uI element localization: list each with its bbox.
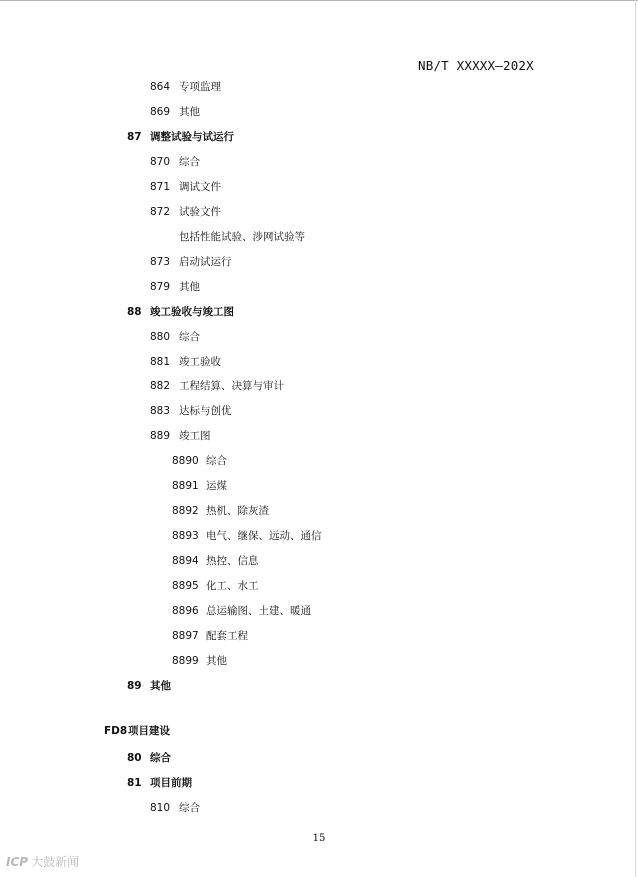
entry-label: 其他 — [179, 281, 200, 293]
catalog-entry — [150, 79, 221, 95]
entry-label: 达标与创优 — [179, 405, 232, 417]
catalog-entry — [150, 254, 232, 270]
catalog-entry — [150, 179, 221, 195]
catalog-subentry — [172, 628, 248, 644]
entry-label: 其他 — [179, 106, 200, 118]
catalog-entry — [150, 104, 200, 120]
entry-label: 热控、信息 — [206, 555, 259, 567]
catalog-entry — [150, 279, 200, 295]
catalog-subentry — [172, 578, 259, 594]
watermark-logo-icon: ICP — [6, 855, 29, 869]
entry-label: 启动试运行 — [179, 256, 232, 268]
entry-code: 87 — [127, 131, 142, 143]
entry-code: 88 — [127, 306, 142, 318]
entry-code: 8896 — [172, 605, 199, 617]
catalog-entry — [150, 329, 200, 345]
entry-label: 竣工验收 — [179, 356, 221, 368]
entry-code: 810 — [150, 802, 171, 814]
entry-label: 综合 — [179, 156, 200, 168]
entry-code: 881 — [150, 356, 171, 368]
catalog-section-heading — [127, 775, 192, 791]
entry-label: 综合 — [150, 752, 171, 764]
page-right-edge — [635, 0, 636, 877]
entry-label: 综合 — [179, 802, 200, 814]
catalog-category-heading — [104, 723, 170, 739]
catalog-subentry — [172, 528, 322, 544]
entry-label: 配套工程 — [206, 630, 248, 642]
entry-label: 试验文件 — [179, 206, 221, 218]
catalog-entry — [150, 428, 211, 444]
catalog-subentry — [172, 653, 227, 669]
entry-code: 882 — [150, 380, 171, 392]
entry-code: 81 — [127, 777, 142, 789]
catalog-entry — [150, 403, 232, 419]
entry-label: 化工、水工 — [206, 580, 259, 592]
entry-label: 调整试验与试运行 — [150, 131, 234, 143]
entry-code: 873 — [150, 256, 171, 268]
entry-code: 8894 — [172, 555, 199, 567]
entry-code: 872 — [150, 206, 171, 218]
catalog-entry — [150, 800, 200, 816]
entry-code: 8892 — [172, 505, 199, 517]
entry-code: 80 — [127, 752, 142, 764]
entry-code: 880 — [150, 331, 171, 343]
entry-label: 综合 — [179, 331, 200, 343]
entry-label: 其他 — [150, 680, 171, 692]
entry-label: 项目前期 — [150, 777, 192, 789]
page-top-edge — [0, 0, 638, 1]
entry-code: 879 — [150, 281, 171, 293]
entry-code: 89 — [127, 680, 142, 692]
catalog-section-heading — [127, 304, 234, 320]
catalog-subentry — [172, 478, 227, 494]
catalog-entry — [150, 354, 221, 370]
entry-code: 8893 — [172, 530, 199, 542]
watermark — [6, 853, 79, 871]
catalog-subentry — [172, 603, 311, 619]
catalog-section-heading — [127, 750, 171, 766]
catalog-subentry — [172, 503, 269, 519]
page-number: 15 — [312, 833, 326, 844]
entry-label: 综合 — [206, 455, 227, 467]
entry-code: 8890 — [172, 455, 199, 467]
entry-code: FD8 — [104, 725, 128, 737]
catalog-entry — [150, 154, 200, 170]
entry-label: 竣工验收与竣工图 — [150, 306, 234, 318]
catalog-subentry — [172, 553, 259, 569]
entry-code: 8899 — [172, 655, 199, 667]
watermark-text: 大鼓新闻 — [31, 855, 80, 869]
entry-label: 项目建设 — [128, 725, 170, 737]
entry-note: 包括性能试验、涉网试验等 — [179, 231, 305, 243]
entry-code: 889 — [150, 430, 171, 442]
catalog-subentry — [172, 453, 227, 469]
entry-label: 其他 — [206, 655, 227, 667]
entry-label: 电气、继保、远动、通信 — [206, 530, 322, 542]
entry-label: 竣工图 — [179, 430, 211, 442]
entry-label: 热机、除灰渣 — [206, 505, 269, 517]
entry-label: 总运输图、土建、暖通 — [206, 605, 311, 617]
entry-code: 8891 — [172, 480, 199, 492]
catalog-note — [179, 229, 305, 245]
catalog-section-heading — [127, 678, 171, 694]
entry-code: 864 — [150, 81, 171, 93]
catalog-section-heading — [127, 129, 234, 145]
entry-code: 869 — [150, 106, 171, 118]
entry-code: 871 — [150, 181, 171, 193]
entry-label: 运煤 — [206, 480, 227, 492]
standard-code: NB/T XXXXX—202X — [418, 58, 534, 73]
catalog-entry — [150, 204, 221, 220]
entry-label: 专项监理 — [179, 81, 221, 93]
entry-code: 883 — [150, 405, 171, 417]
entry-label: 调试文件 — [179, 181, 221, 193]
entry-code: 870 — [150, 156, 171, 168]
entry-code: 8895 — [172, 580, 199, 592]
catalog-entry — [150, 378, 284, 394]
entry-code: 8897 — [172, 630, 199, 642]
entry-label: 工程结算、决算与审计 — [179, 380, 284, 392]
